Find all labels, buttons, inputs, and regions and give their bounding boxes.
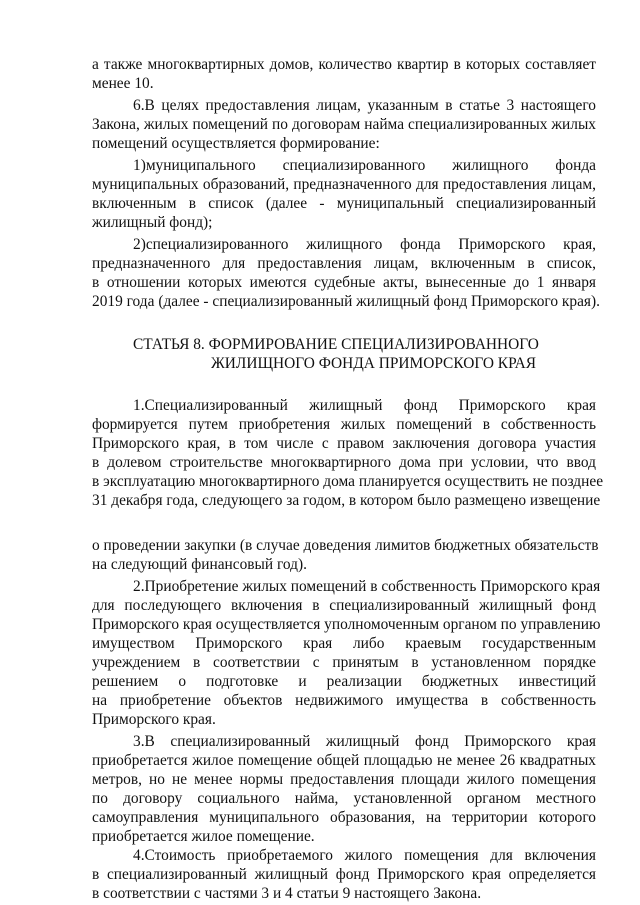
text-line: решением о подготовке и реализации бюджетных инвестиций xyxy=(92,673,596,690)
text-line: приобретается жилое помещение. xyxy=(92,828,315,845)
text-line: 3.В специализированный жилищный фонд Приморского края xyxy=(133,733,596,750)
text-line: в отношении которых имеются судебные акты, вынесенные до 1 января xyxy=(92,274,596,291)
text-line: в соответствии с частями 3 и 4 статьи 9 настоящего Закона. xyxy=(92,885,482,902)
text-line: 4.Стоимость приобретаемого жилого помещения для включения xyxy=(133,847,596,864)
text-line: приобретается жилое помещение общей площадью не менее 26 квадратных xyxy=(92,752,596,769)
text-line: формируется путем приобретения жилых помещений в собственность xyxy=(92,416,596,433)
article-heading: ЖИЛИЩНОГО ФОНДА ПРИМОРСКОГО КРАЯ xyxy=(211,355,537,372)
text-line: имуществом Приморского края либо краевым государственным xyxy=(92,635,596,652)
text-line: 2.Приобретение жилых помещений в собственность Приморского края xyxy=(133,578,601,595)
text-line: 2019 года (далее - специализированный жилищный фонд Приморского края). xyxy=(92,293,600,310)
text-line: 31 декабря года, следующего за годом, в котором было размещено извещение xyxy=(92,492,601,509)
text-line: метров, но не менее нормы предоставления площади жилого помещения xyxy=(92,771,596,788)
text-line: в эксплуатацию многоквартирного дома планируется осуществить не позднее xyxy=(92,473,604,490)
article-heading: СТАТЬЯ 8. ФОРМИРОВАНИЕ СПЕЦИАЛИЗИРОВАННОГО xyxy=(133,336,539,353)
text-line: о проведении закупки (в случае доведения лимитов бюджетных обязательств xyxy=(92,537,599,554)
text-line: Приморского края. xyxy=(92,711,216,728)
text-line: предназначенного для предоставления лицам, включенным в список, xyxy=(92,255,596,272)
text-line: для последующего включения в специализированный жилищный фонд xyxy=(92,597,596,614)
text-line: Приморского края, в том числе с правом заключения договора участия xyxy=(92,435,596,452)
text-line: жилищный фонд); xyxy=(92,214,213,231)
text-line: на приобретение объектов недвижимого имущества в собственность xyxy=(92,692,596,709)
text-line: 1.Специализированный жилищный фонд Приморского края xyxy=(133,397,596,414)
text-line: учреждением в соответствии с принятым в установленном порядке xyxy=(92,654,596,671)
text-line: 6.В целях предоставления лицам, указанным в статье 3 настоящего xyxy=(133,97,596,114)
text-line: 1)муниципального специализированного жилищного фонда xyxy=(133,157,596,174)
text-line: муниципальных образований, предназначенного для предоставления лицам, xyxy=(92,176,596,193)
text-line: Приморского края осуществляется уполномоченным органом по управлению xyxy=(92,616,601,633)
text-line: в долевом строительстве многоквартирного дома при условии, что ввод xyxy=(92,454,596,471)
text-line: в специализированный жилищный фонд Приморского края определяется xyxy=(92,866,596,883)
text-line: 2)специализированного жилищного фонда Приморского края, xyxy=(133,236,596,253)
text-line: на следующий финансовый год). xyxy=(92,556,307,573)
text-line: включенным в список (далее - муниципальный специализированный xyxy=(92,195,596,212)
text-line: а также многоквартирных домов, количество квартир в которых составляет xyxy=(92,56,596,73)
text-line: менее 10. xyxy=(92,75,154,92)
text-line: по договору социального найма, установленной органом местного xyxy=(92,790,596,807)
text-line: Закона, жилых помещений по договорам найма специализированных жилых xyxy=(92,116,596,133)
text-line: помещений осуществляется формирование: xyxy=(92,135,380,152)
text-line: самоуправления муниципального образования, на территории которого xyxy=(92,809,596,826)
